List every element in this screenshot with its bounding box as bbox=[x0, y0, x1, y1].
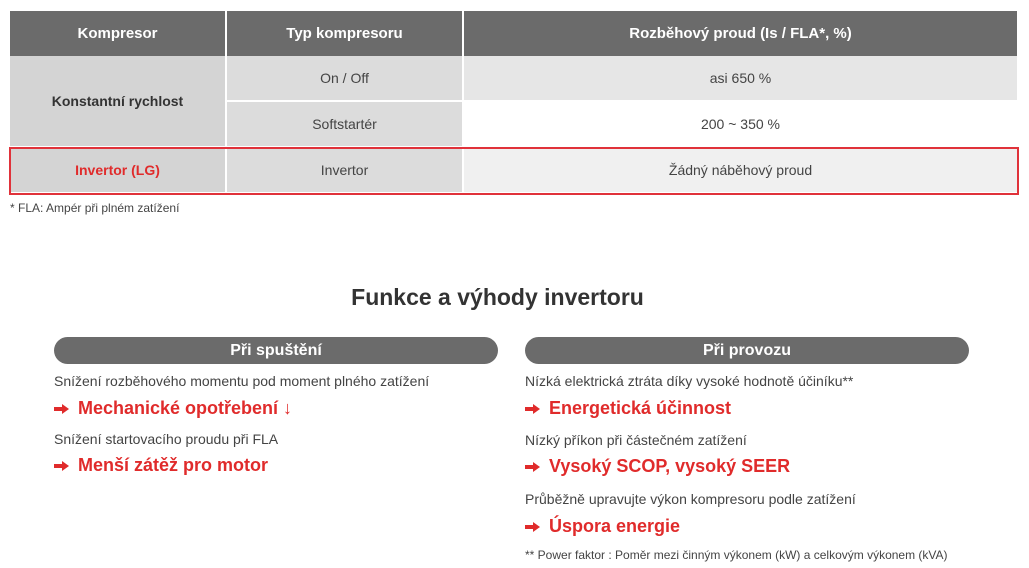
inverter-type-cell: Invertor bbox=[226, 147, 463, 193]
feature-description: Nízký příkon při částečném zatížení bbox=[525, 432, 747, 448]
table-header-row bbox=[10, 11, 1017, 56]
feature-description: Nízká elektrická ztráta díky vysoké hodnotě účiníku** bbox=[525, 373, 854, 389]
header-compressor-type: Typ kompresoru bbox=[226, 11, 463, 56]
benefit-item bbox=[54, 398, 292, 419]
constant-speed-label: Konstantní rychlost bbox=[10, 56, 226, 147]
benefit-label: Menší zátěž pro motor bbox=[78, 455, 269, 475]
inverter-row bbox=[10, 147, 1017, 193]
header-starting-current: Rozběhový proud (Is / FLA*, %) bbox=[463, 11, 1017, 56]
benefit-label: Mechanické opotřebení ↓ bbox=[78, 398, 293, 418]
inverter-name-cell: Invertor (LG) bbox=[10, 147, 226, 193]
feature-description: Snížení rozběhového momentu pod moment plného zatížení bbox=[54, 373, 430, 389]
compressor-type-cell: Softstartér bbox=[226, 101, 463, 147]
startup-heading-pill: Při spuštění bbox=[54, 337, 498, 364]
red-arrow-icon bbox=[525, 522, 541, 532]
power-factor-footnote: ** Power faktor : Poměr mezi činným výkonem (kW) a celkovým výkonem (kVA) bbox=[525, 548, 948, 562]
operation-heading-pill: Při provozu bbox=[525, 337, 969, 364]
benefit-item bbox=[54, 455, 268, 476]
benefit-label: Úspora energie bbox=[549, 516, 681, 536]
starting-current-cell: asi 650 % bbox=[463, 56, 1017, 101]
red-arrow-icon bbox=[54, 404, 70, 414]
starting-current-cell: 200 ~ 350 % bbox=[463, 101, 1017, 147]
section-title: Funkce a výhody invertoru bbox=[351, 284, 644, 310]
red-arrow-icon bbox=[525, 404, 541, 414]
feature-description: Průběžně upravujte výkon kompresoru podle zatížení bbox=[525, 491, 856, 507]
benefit-item bbox=[525, 398, 731, 419]
red-arrow-icon bbox=[525, 462, 541, 472]
feature-description: Snížení startovacího proudu při FLA bbox=[54, 431, 279, 447]
table-row bbox=[10, 56, 1017, 101]
inverter-current-cell: Žádný náběhový proud bbox=[463, 147, 1017, 193]
benefit-label: Vysoký SCOP, vysoký SEER bbox=[549, 456, 791, 476]
compressor-type-cell: On / Off bbox=[226, 56, 463, 101]
header-compressor: Kompresor bbox=[10, 11, 226, 56]
benefit-item bbox=[525, 516, 680, 537]
fla-footnote: * FLA: Ampér při plném zatížení bbox=[10, 201, 180, 215]
red-arrow-icon bbox=[54, 461, 70, 471]
benefit-label: Energetická účinnost bbox=[549, 398, 732, 418]
benefit-item bbox=[525, 456, 790, 477]
compressor-comparison-table bbox=[10, 11, 1017, 194]
